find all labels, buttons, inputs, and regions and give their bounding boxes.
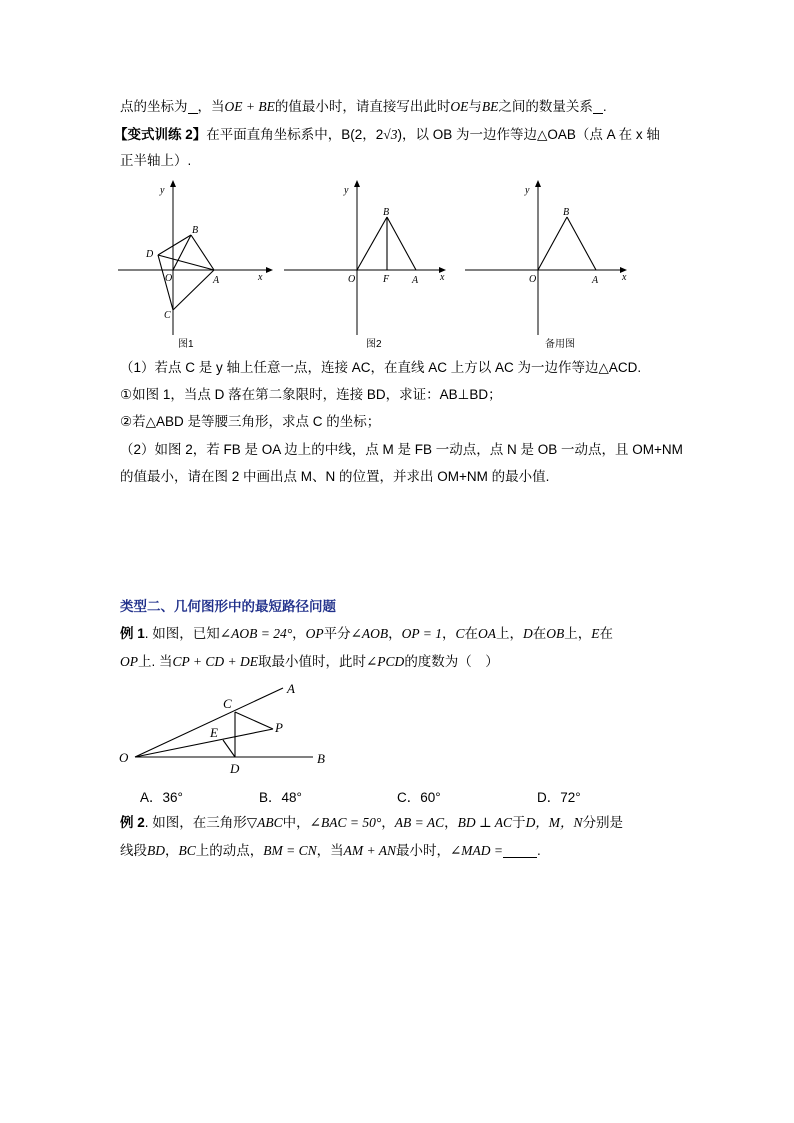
math-expr: OP = 1 — [401, 626, 443, 641]
figure-2 — [284, 175, 454, 350]
caption-fig2: 图2 — [366, 339, 382, 350]
label-D: D — [230, 761, 240, 776]
example-2-line-1 — [120, 813, 623, 833]
text: ， — [381, 815, 395, 830]
intro-text: 的值最小时，请直接写出此时 — [274, 99, 451, 114]
math-expr: √3 — [383, 127, 398, 142]
answer-blank[interactable] — [503, 843, 537, 858]
math-expr: ∠BAC = 50° — [309, 815, 382, 830]
math-expr: OA — [478, 626, 497, 641]
example-1-line-1 — [120, 624, 613, 644]
text: 上的动点， — [195, 843, 264, 858]
option-d[interactable]: D．72° — [537, 790, 581, 805]
label-F: F — [383, 274, 390, 285]
caption-backup: 备用图 — [545, 339, 575, 350]
label-A: A — [592, 275, 599, 286]
text: . 如图，在三角形 — [144, 815, 247, 830]
text: 中， — [282, 815, 310, 830]
text: 上， — [496, 626, 524, 641]
label-x: x — [440, 272, 445, 283]
label-y: y — [344, 185, 349, 196]
label-y: y — [160, 185, 165, 196]
text: ， — [442, 626, 456, 641]
text: . 如图，已知 — [144, 626, 220, 641]
example-1-figure — [115, 680, 345, 780]
intro-text: ，当 — [197, 99, 225, 114]
option-a[interactable]: A．36° — [140, 790, 183, 805]
label-x: x — [258, 272, 263, 283]
variant-text: )，以 OB 为一边作等边△OAB（点 A 在 x 轴 — [397, 127, 660, 142]
question-1: （1）若点 C 是 y 轴上任意一点，连接 AC，在直线 AC 上方以 AC 为一边作等边△ACD. — [120, 360, 642, 375]
math-expr: OP — [120, 654, 138, 669]
math-expr: E — [591, 626, 600, 641]
caption-fig1: 图1 — [178, 339, 194, 350]
math-expr: BD ⊥ AC — [457, 815, 513, 830]
math-expr: C — [455, 626, 465, 641]
label-A: A — [213, 275, 220, 286]
label-E: E — [210, 725, 218, 740]
math-expr: OE + BE — [224, 99, 275, 114]
math-expr: BD — [147, 843, 165, 858]
option-b[interactable]: B．48° — [259, 790, 302, 805]
math-expr: BC — [178, 843, 196, 858]
math-expr: ∠MAD = — [450, 843, 504, 858]
label-O: O — [348, 274, 356, 285]
text: 分别是 — [582, 815, 624, 830]
y-axis-arrow-icon — [354, 180, 360, 187]
intro-line — [120, 97, 607, 117]
segment-BA — [387, 217, 416, 270]
label-A: A — [287, 681, 295, 696]
intro-text: 点的坐标为 — [120, 99, 188, 114]
text: ， — [388, 626, 402, 641]
math-expr: BM = CN — [263, 843, 317, 858]
label-O: O — [119, 750, 129, 765]
text: ， — [165, 843, 179, 858]
intro-text: 之间的数量关系 — [498, 99, 593, 114]
text: 在 — [464, 626, 479, 641]
text: 于 — [512, 815, 526, 830]
segment-BA — [567, 217, 596, 270]
y-axis-arrow-icon — [170, 180, 176, 187]
y-axis-arrow-icon — [535, 180, 541, 187]
label-B: B — [563, 207, 570, 218]
example-1-line-2 — [120, 652, 499, 672]
math-expr: BE — [481, 99, 499, 114]
label-B: B — [383, 207, 390, 218]
math-expr: ∠AOB = 24° — [219, 626, 293, 641]
label-B: B — [317, 751, 325, 766]
ray-OA — [135, 688, 283, 757]
math-expr: OP — [305, 626, 324, 641]
text: 取最小值时，此时 — [258, 654, 366, 669]
text: ， — [292, 626, 306, 641]
math-expr: ▽ABC — [246, 815, 283, 830]
example-tag: 例 1 — [120, 626, 145, 641]
figure-backup — [465, 175, 635, 350]
text: 的度数为（ ） — [404, 654, 499, 669]
math-expr: ∠PCD — [366, 654, 405, 669]
example-tag: 例 2 — [120, 815, 145, 830]
text: 最小时， — [396, 843, 450, 858]
question-1b: ②若△ABD 是等腰三角形，求点 C 的坐标； — [120, 414, 381, 429]
math-expr: AB = AC — [394, 815, 445, 830]
label-x: x — [622, 272, 627, 283]
variant-text: 在平面直角坐标系中，B(2，2 — [206, 127, 384, 142]
x-axis-arrow-icon — [266, 267, 273, 273]
math-expr: AM + AN — [343, 843, 396, 858]
figure-1 — [118, 175, 278, 350]
ray-OP — [135, 729, 273, 757]
segment-DE — [223, 740, 235, 757]
example-2-line-2 — [120, 841, 541, 861]
text: 在 — [599, 626, 614, 641]
question-1a: ①如图 1，当点 D 落在第二象限时，连接 BD，求证：AB⊥BD； — [120, 387, 502, 402]
math-expr: OB — [546, 626, 565, 641]
segment-CP — [235, 712, 273, 729]
label-O: O — [165, 273, 173, 284]
label-A: A — [412, 275, 419, 286]
answer-blank — [188, 99, 198, 114]
intro-text: 与 — [468, 99, 482, 114]
text: . — [537, 843, 541, 858]
variant-tag: 【变式训练 2】 — [114, 127, 207, 142]
label-C: C — [223, 696, 232, 711]
variant-line-2: 正半轴上）. — [120, 153, 192, 168]
label-B: B — [192, 225, 199, 236]
math-expr: D — [523, 626, 533, 641]
question-2-line-1: （2）如图 2，若 FB 是 OA 边上的中线，点 M 是 FB 一动点，点 N 是 OB 一动点，且 OM+NM — [120, 442, 683, 457]
text: 上， — [564, 626, 592, 641]
math-expr: D，M，N — [525, 815, 583, 830]
math-expr: OE — [450, 99, 469, 114]
intro-text: . — [602, 99, 607, 114]
option-c[interactable]: C．60° — [397, 790, 441, 805]
label-D: D — [146, 249, 154, 260]
segment-AC — [173, 270, 214, 310]
label-P: P — [275, 720, 283, 735]
segment-OB — [357, 217, 387, 270]
text: 线段 — [120, 843, 147, 858]
text: ，当 — [316, 843, 344, 858]
section-title: 类型二、几何图形中的最短路径问题 — [120, 599, 336, 614]
segment-OB — [538, 217, 567, 270]
variant-line-1 — [114, 125, 660, 145]
text: 平分 — [323, 626, 351, 641]
label-y: y — [525, 185, 530, 196]
math-expr: CP + CD + DE — [172, 654, 258, 669]
label-O: O — [529, 274, 537, 285]
answer-blank — [593, 99, 603, 114]
math-expr: ∠AOB — [350, 626, 389, 641]
question-2-line-2: 的值最小，请在图 2 中画出点 M、N 的位置，并求出 OM+NM 的最小值. — [120, 469, 550, 484]
text: 在 — [532, 626, 547, 641]
text: 上. 当 — [138, 654, 173, 669]
label-C: C — [164, 310, 171, 321]
text: ， — [444, 815, 458, 830]
